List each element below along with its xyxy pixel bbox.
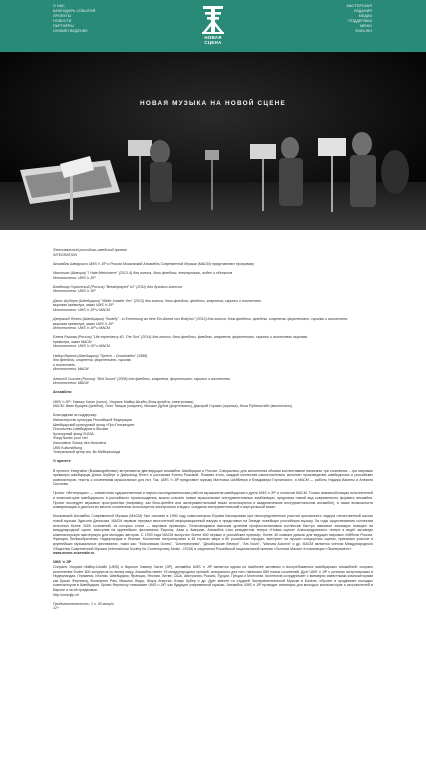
ums-paragraph: Сопрано Ульрике Майер-Штайн (UMS) и баритон Хавьер Хагэн (JIP), ансамбль UMS 'n JIP является одним из наиболее активных и востребованных швейцарских ансамблей: сыграно исполнение более 600 концертов по всему миру. Ансамбль имеет 15 международных премий, специально для него написано 650 новых сочинений. Дуэт UMS 'n JIP с успехом гастролировал в Нидерландах, Германии, Италии, Швейцарии, Франции, Японии, Литве, США, Австралии, России, Турции, Греции и Монголии. Коллектив сотрудничает с всемирно известными композиторами как Бриан Фернихоу, Вольфганг Рим, Мишель Жарр, Жорж Апергис, Клаус Хубер и др. Дуэт вместе со студией Экспериментальной Музыки в Базеле, обучает и продвигает молодых композиторов в Швейцарии. Бриан Фернихоу описывает UMS n JIP, как будущее современной музыки. Ансамбль UMS n JIP проводит семинары для молодых композиторов и исполнителей в Европе и за её пределами.	[53, 564, 373, 592]
ensembles-heading: Ансамбли:	[53, 390, 72, 395]
nav-about[interactable]: О НАС	[53, 4, 65, 8]
hero-title: НОВАЯ МУЗЫКА НА НОВОЙ СЦЕНЕ	[140, 100, 286, 107]
sponsor-item: Культурный фонд SUISA	[53, 431, 94, 436]
program-item	[53, 317, 373, 331]
sponsor-item: Министерство культуры Российской Федерации	[53, 417, 132, 422]
nav-calendar[interactable]: КАЛЕНДАРЬ СОБЫТИЙ	[53, 9, 96, 14]
sponsor-item: Фонд Nordic pour l'art	[53, 436, 88, 441]
program-item	[53, 285, 373, 294]
ensemble-line: UMS 'n JIP: Хавьер Хагэн (голос), Ульрике Майер-Штайн (блок-флейта, электроника)	[53, 399, 194, 404]
ums-heading: UMS 'n JIP	[53, 560, 72, 565]
program-work-title: Дэнис Шуберт (Швейцария) "Wider Invader Yeo" (2013) для голоса, блок-флейты, флейты, кларнета, скрипки и виолончели	[53, 298, 262, 303]
nav-media[interactable]: МЕДИА	[358, 14, 372, 19]
logo-wordmark	[197, 36, 229, 45]
program-item	[53, 354, 373, 372]
hero-photo	[0, 52, 426, 230]
about-heading: О проекте	[53, 459, 71, 464]
program-work-title: Надир Васена (Швейцария) "Sprech – Druckhaltes" (1998)	[53, 353, 148, 358]
age-rating: 12+	[53, 606, 60, 611]
program-work-note: мировая премьера, заказ UMS 'n JIP	[53, 321, 114, 326]
sponsor-item: UBS Kulturstiftung	[53, 445, 82, 450]
program-performers: Исполнители: UMS 'n JIP	[53, 275, 96, 280]
program-work-note: и виолончели	[53, 362, 76, 367]
nav-projects[interactable]: ПРОЕКТЫ	[53, 14, 72, 19]
program-performers: Исполнители: UMS 'n JIP	[53, 289, 96, 294]
sponsor-item: Театральный центр им. Вс.Мейерхольда	[53, 450, 121, 455]
site-logo[interactable]	[197, 4, 229, 48]
program-work-title: Джеральд Флэтэ (Швейцария) "Nodefy" - in Erinnerung an eine Ein-Abend von Bodyhor" (2013) для голоса, блок-флейты, флейты, кларнета, фортепиано, скрипки и виолончели	[53, 316, 348, 321]
ums-site-link[interactable]: http://umsnjip.ch	[53, 592, 79, 597]
logo-word-1: НОВАЯ	[204, 35, 222, 40]
program-performers: Исполнители: UMS 'n JIP и МАСМ	[53, 307, 110, 312]
masm-site-link[interactable]: www.mcme-ensemble.ru	[53, 551, 95, 556]
main-nav-right	[347, 4, 372, 35]
program-item	[53, 271, 373, 280]
program-item	[53, 377, 373, 386]
program-work-note: для флейты, кларнета, фортепиано, скрипки	[53, 358, 132, 363]
nav-workshop[interactable]: МАСТЕРСКАЯ	[346, 4, 372, 8]
about-paragraph: Проект «Интеграция» — совместная художественная и научно-исследовательская работа музыкантов швейцарского дуэта UMS n JIP и солистов МАСМ. Только взаимообогащая исполнителей и композиторов швейцарского и российского происхождения, можно освоить новые музыкальные инструментальные комбинации, предлагая новый вид современного формата ансамбля. Проект исследует звуковые пространства (например, как блок-флейта или экспериментальный вокал используются в академическом инструментальном ансамбле), а также возможности коммуникации и диалога во многих сочинениях используется электроника и видео, соединяя инструментальный и виртуальный вокал.	[53, 491, 373, 510]
program-lead: Ансамбль Шведского UMS 'n JIP и Россия Московский Ансамбль Современной Музыки (МАСМ) представляют программу	[53, 261, 254, 266]
program-work-title: Елена Рыкова (Россия) "Life expectancy 40. The Sun" (2014) для голоса, блок-флейты, флейты, кларнета, фортепиано, скрипки и виолончели мировая	[53, 335, 308, 340]
sponsor-item: Швейцарский культурный фонд «Про Гельвеция»	[53, 422, 135, 427]
nav-online[interactable]: ОНЛАЙН ВЕДЕНИЕ	[53, 29, 88, 34]
main-nav-left	[53, 4, 95, 35]
ensemble-line: МАСМ: Иван Бушуев (флейта), Олег Танцов (кларнет), Михаил Дубов (фортепиано), Дмитрий Горшин (скрипка), Илья Рубинштейн (виолончель)	[53, 404, 293, 409]
sponsor-item: Association Suisse des Musiciens	[53, 440, 107, 445]
program-work-note: премьера, заказ МАСМ	[53, 339, 92, 344]
program-performers: Исполнители: UMS 'n JIP и МАСМ	[53, 344, 110, 349]
nav-news[interactable]: НОВОСТИ	[53, 19, 72, 24]
nav-partners[interactable]: ПАРТНЁРЫ	[53, 24, 74, 29]
event-description	[53, 248, 373, 611]
program-work-title: Владимир Горлинский (Россия) "Breathplayed" #1" (2011) для духовых голосов	[53, 284, 182, 289]
logo-mark-icon	[197, 4, 229, 36]
program-item	[53, 299, 373, 313]
about-paragraph: Московский Ансамбль Современной Музыки (МАСМ) был основан в 1990 году композитором Юрием Каспаровым при непосредственном участии признанного лидера отечественной школы новой музыки Эдисона Денисова. МАСМ первым прервал многолетний информационный вакуум и представил на Западе новейшую российскую музыку. За годы существования коллектив исполнил более 2000 сочинений, из которых сотни — мировые премьеры. Отличающимся высоким уровнем профессионализма коллектив быстро завоевал значимую позицию на международной сцене, выступив на крупнейших фестивалях Европы, Азии и Америки. Ансамбль стал резидентом театра «Новая сцена» Александринского театра и ведёт активную композиторскую мастерскую для молодых авторов. С 1993 года МАСМ выпустил более 800 первых и российских премьер, более 40 компакт-дисков для ведущих мировых лейблов России, Франции, Великобритании, Нидерландов и Японии. Коллектив гастролировал в 35 странах мира и 80 российских городах, выступил на лучших концертных сценах, принимал участие в крупнейших музыкальных фестивалях, таких как: "Московская Осень", "Альтернатива", "Декабрьские Вечера", "Ars Nova", "Warsaw Autumn" и др. МАСМ является членом Международного Общества Современной Музыки (International Society for Contemporary Music - ISCM) и лауреатом Российской национальной премии «Золотая Маска» в номинации «Эксперимент».	[53, 514, 373, 551]
nav-menu[interactable]: МЕНЮ	[359, 24, 372, 29]
program-list	[53, 271, 373, 386]
nav-publications[interactable]: ИЗДАНИЯ	[353, 9, 372, 14]
program-performers: Исполнители: МАСМ	[53, 367, 89, 372]
logo-word-2: СЦЕНА	[204, 39, 222, 45]
thanks-heading: Благодарим за поддержку:	[53, 413, 98, 418]
site-header	[0, 0, 426, 52]
program-performers: Исполнители: МАСМ	[53, 381, 89, 386]
intro-project-name: INTEGRATION	[53, 252, 77, 257]
program-item	[53, 335, 373, 349]
intro-line: Фестивальный российско-шведский проект	[53, 248, 128, 252]
program-work-title: Маттиас (Швеция) "I Hate Metronome" (2013-4) для голоса, блок-флейты, электроники, видео и объектов	[53, 270, 233, 275]
sponsor-item: Посольство Швейцарии в Москве	[53, 427, 109, 432]
duration: Продолжительность: 1 ч. 30 минут	[53, 601, 114, 606]
about-paragraph: В проекте Integration (Взаимодействие) встречаются два ведущих ансамбля: Швейцарии и России. Специально для исполнения обоими коллективами написаны три сочинения – три мировые премьеры швейцарцы Дэнис Шуберт и Джеральд Флэтэ и россиянки Елены Рыковой. Помимо этого, каждый коллектив самостоятельно исполнит произведения швейцарских и российских композиторов, тексты к сочинениям музыкальных для нот. Так, UMS 'n JIP представит музыку Маттиаса Шейблера и Владимира Горлинского, а МАСМ — работы Надира Васены и Алексея Сысоева.	[53, 468, 373, 487]
nav-english[interactable]: ENGLISH	[355, 29, 372, 34]
program-performers: Исполнители: UMS 'n JIP и МАСМ	[53, 326, 110, 331]
hero-banner	[0, 52, 426, 230]
program-work-title: Алексей Сысоев (Россия) "Bolt Sound" (2008) для флейты, кларнета, фортепиано, скрипки и виолончели	[53, 376, 231, 381]
program-work-note: мировая премьера, заказ UMS 'n JIP	[53, 303, 114, 308]
nav-support[interactable]: ПОДДЕРЖКА	[348, 19, 372, 24]
